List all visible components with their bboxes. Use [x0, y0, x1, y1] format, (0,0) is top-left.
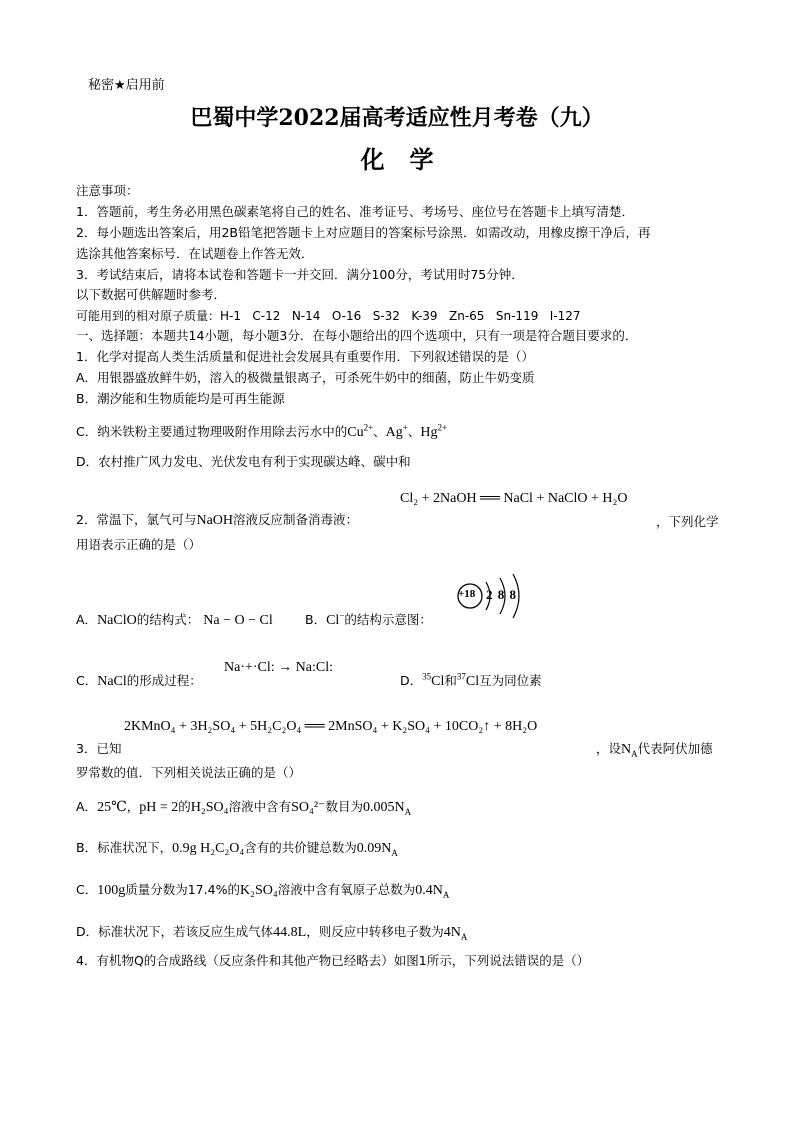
q2-b-ion — [326, 610, 345, 628]
exam-title: 巴蜀中学2022届高考适应性月考卷（九） — [190, 105, 604, 131]
q2-c-label: C． — [76, 673, 98, 688]
isotope-37-symbol: Cl — [465, 674, 480, 689]
ion-hg-symbol: Hg — [420, 425, 438, 440]
section-1-heading: 一、选择题：本题共14小题，每小题3分．在每小题给出的四个选项中，只有一项是符合题目要求的． — [76, 328, 638, 343]
q3-a-value-sub: A — [404, 806, 412, 817]
q2-a-label: A． — [76, 612, 98, 627]
q2-b-ion-symbol: Cl — [326, 613, 340, 628]
ion-cu-symbol: Cu — [347, 425, 364, 440]
q3-d-label: D．标准状况下，若该反应生成气体 — [76, 924, 274, 939]
q3-stem-end — [596, 741, 713, 758]
q2-option-b — [305, 612, 432, 629]
ion-cu-charge: 2+ — [363, 422, 374, 433]
q3-a-temp: 25℃ — [97, 800, 127, 815]
q3-option-d — [76, 924, 467, 941]
notes-heading: 注意事项： — [76, 183, 139, 198]
isotope-37 — [456, 671, 480, 689]
q3-c-t2: 溶液中含有氧原子总数为 — [277, 882, 416, 897]
isotope-35 — [422, 671, 445, 689]
ion-cu — [347, 422, 374, 440]
q3-option-b — [76, 840, 398, 857]
q2-option-d — [400, 673, 542, 690]
q2-b-text: 的结构示意图： — [344, 612, 432, 627]
q2-stem-end: ，下列化学 — [656, 514, 719, 529]
electron-shells: 2 8 8 — [486, 587, 517, 602]
q3-d-value — [444, 925, 468, 940]
q3-option-c — [76, 882, 449, 899]
note-1: 1．答题前，考生务必用黑色碳素笔将自己的姓名、准考证号、考场号、座位号在答题卡上填写清楚． — [76, 204, 634, 219]
ion-ag — [385, 422, 408, 440]
atomic-masses: 可能用到的相对原子质量：H-1 C-12 N-14 O-16 S-32 K-39 Zn-65 Sn-119 I-127 — [76, 309, 581, 323]
q3-a-t1: 的 — [178, 799, 191, 814]
ion-ag-charge: + — [402, 422, 408, 433]
q3-stem-pre: 3．已知 — [76, 741, 122, 756]
q2-naoh: NaOH — [196, 513, 234, 528]
q3-c-salt: K₂SO₄ — [239, 883, 278, 898]
q3-c-mass: 100g — [97, 883, 126, 898]
q2-equation: Cl₂ + 2NaOH ══ NaCl + NaClO + H₂O — [400, 491, 628, 506]
q3-b-value-sub: A — [391, 847, 398, 858]
q3-na-sub: A — [631, 748, 638, 759]
q3-a-label: A． — [76, 799, 98, 814]
q3-equation: 2KMnO₄ + 3H₂SO₄ + 5H₂C₂O₄ ══ 2MnSO₄ + K₂SO₄ + 10CO₂↑ + 8H₂O — [124, 719, 538, 734]
note-2a: 2．每小题选出答案后，用2B铅笔把答题卡上对应题目的答案标号涂黑．如需改动，用橡皮擦干净后，再 — [76, 225, 651, 240]
q2-stem-line2: 用语表示正确的是（） — [76, 537, 202, 552]
q3-d-value-num: 4N — [443, 925, 461, 940]
q3-c-value-sub: A — [442, 889, 450, 900]
q1-stem: 1．化学对提高人类生活质量和促进社会发展具有重要作用．下列叙述错误的是（） — [76, 349, 534, 364]
ion-hg — [420, 422, 448, 440]
q2-stem-mid: 溶液反应制备消毒液： — [233, 512, 359, 527]
q3-d-text: ，则反应中转移电子数为 — [306, 924, 444, 939]
q3-a-t2: 溶液中含有 — [228, 799, 292, 814]
q3-option-a: A．25℃，pH = 2的H₂SO₄溶液中含有SO₄²⁻数目为$0.005N_A$ — [76, 799, 412, 817]
q2-d-and: 和 — [444, 673, 457, 688]
q3-c-value — [415, 883, 449, 898]
q2-option-a — [76, 612, 273, 629]
q3-c-t1: 质量分数为17.4%的 — [125, 882, 240, 897]
q1-option-d: D．农村推广风力发电、光伏发电有利于实现碳达峰、碳中和 — [76, 454, 411, 469]
q3-stem-line2: 罗常数的值．下列相关说法正确的是（） — [76, 765, 302, 780]
isotope-35-symbol: Cl — [431, 674, 445, 689]
sep-1: 、 — [373, 424, 386, 439]
note-3: 3．考试结束后，请将本试卷和答题卡一并交回．满分100分，考试用时75分钟． — [76, 267, 524, 282]
q2-a-formula: NaClO — [97, 613, 137, 628]
q3-na-symbol: N — [621, 742, 632, 757]
subject-title: 化 学 — [360, 145, 434, 174]
q3-a-value — [363, 800, 411, 815]
ion-ag-symbol: Ag — [385, 425, 403, 440]
cl-ion-structure-diagram — [452, 570, 532, 622]
q3-b-text: 含有的共价键总数为 — [244, 840, 357, 855]
q3-d-volume: 44.8L — [273, 925, 307, 940]
ion-hg-charge: 2+ — [437, 422, 448, 433]
q2-c-formation-process: Na·+·Cl: → Na:Cl: — [224, 660, 333, 675]
q2-b-ion-charge: − — [339, 610, 345, 621]
nucleus-charge: +18 — [458, 588, 476, 600]
q2-c-formula: NaCl — [97, 674, 127, 689]
q3-b-label: B．标准状况下， — [76, 840, 173, 855]
q2-option-c — [76, 673, 202, 690]
q3-stem-end2: 代表阿伏加德 — [637, 741, 713, 756]
q2-a-structure: Na − O − Cl — [203, 613, 273, 628]
q2-a-text: 的结构式： — [136, 612, 200, 627]
q3-stem-end-text: ，设 — [596, 741, 622, 756]
q2-stem-line1 — [76, 512, 358, 529]
q2-d-text: 互为同位素 — [479, 673, 542, 688]
q2-d-label: D． — [400, 673, 423, 688]
q2-b-label: B． — [305, 612, 327, 627]
q2-c-text: 的形成过程： — [126, 673, 202, 688]
data-intro: 以下数据可供解题时参考． — [76, 287, 227, 302]
q4-stem: 4．有机物Q的合成路线（反应条件和其他产物已经略去）如图1所示，下列说法错误的是（） — [76, 953, 590, 968]
isotope-35-mass: 35 — [422, 671, 432, 682]
q1-option-c-text: C．纳米铁粉主要通过物理吸附作用除去污水中的 — [76, 424, 348, 439]
sep-2: 、 — [407, 424, 421, 439]
q3-a-ph: pH = 2 — [139, 800, 179, 815]
q3-na — [621, 742, 638, 757]
q3-a-ion: SO₄²⁻ — [291, 800, 326, 815]
isotope-37-mass: 37 — [456, 671, 466, 682]
q3-b-value — [357, 841, 398, 856]
q1-option-b: B．潮汐能和生物质能均是可再生能源 — [76, 391, 285, 406]
q3-c-label: C． — [76, 882, 98, 897]
q3-a-t3: 数目为 — [325, 799, 363, 814]
secret-label: 秘密★启用前 — [88, 78, 165, 93]
q1-option-c — [76, 424, 447, 441]
q2-stem-pre: 2．常温下，氯气可与 — [76, 512, 197, 527]
q3-a-value-num: 0.005N — [362, 800, 405, 815]
q3-b-mass: 0.9g H₂C₂O₄ — [172, 841, 245, 856]
q3-b-value-num: 0.09N — [356, 841, 392, 856]
q3-a-acid: H₂SO₄ — [190, 800, 229, 815]
q1-option-a: A．用银器盛放鲜牛奶，溶入的极微量银离子，可杀死牛奶中的细菌，防止牛奶变质 — [76, 370, 535, 385]
note-2b: 选涂其他答案标号．在试题卷上作答无效． — [76, 246, 314, 261]
q3-c-value-num: 0.4N — [415, 883, 443, 898]
q3-d-value-sub: A — [460, 931, 468, 942]
